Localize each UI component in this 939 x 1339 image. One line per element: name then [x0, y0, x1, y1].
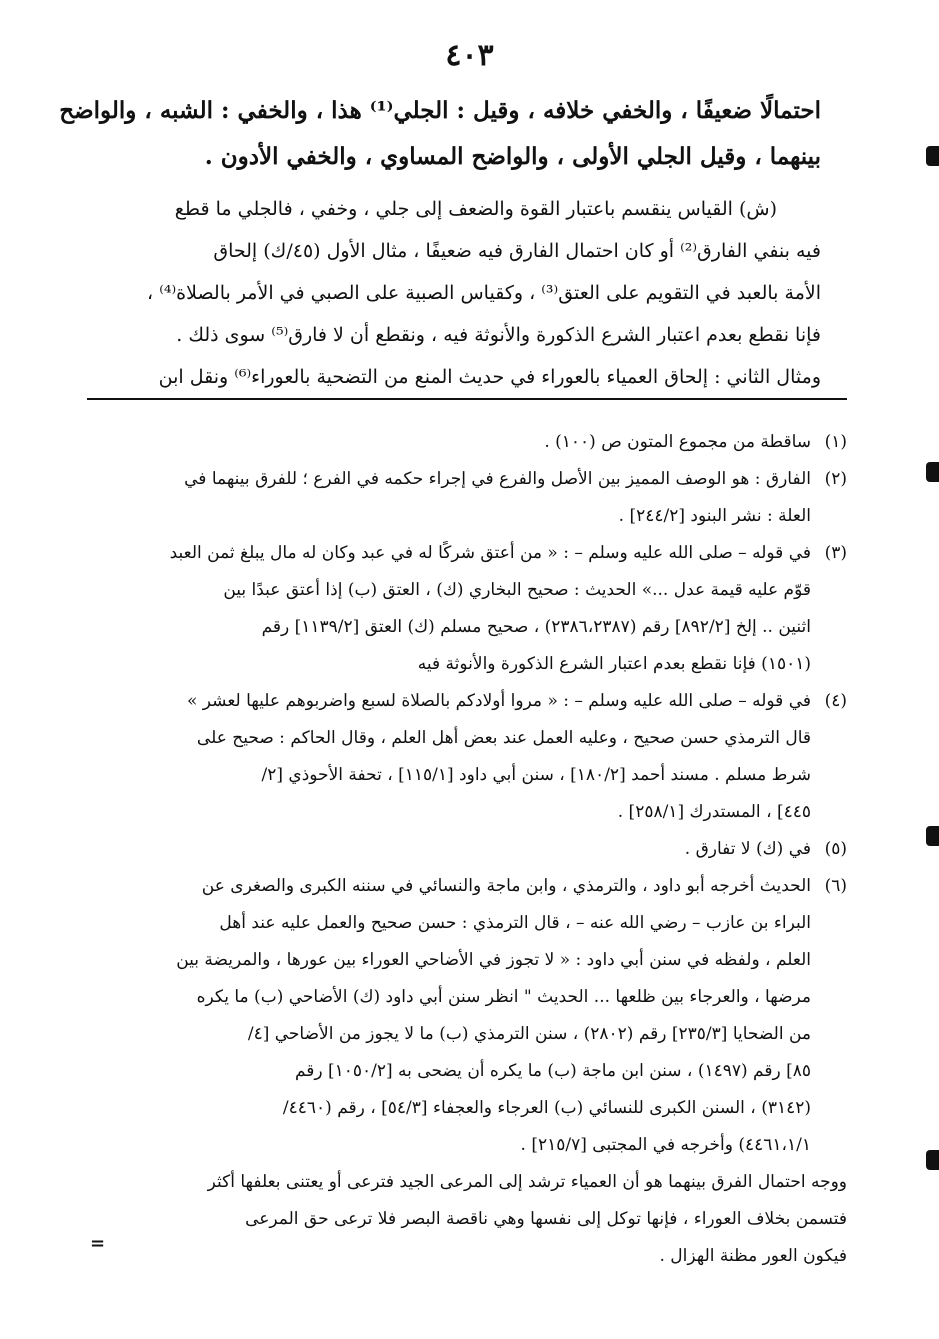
- footnote-5: [85, 831, 847, 868]
- footnote-line: البراء بن عازب – رضي الله عنه – ، قال الترمذي : حسن صحيح والعمل عليه عند أهل: [219, 913, 811, 933]
- commentary-line: فيه بنفي الفارق⁽²⁾ أو كان احتمال الفارق فيه ضعيفًا ، مثال الأول (٤٥/ك) إلحاق: [213, 240, 821, 262]
- commentary-text: [93, 188, 821, 398]
- footnote-divider: [87, 398, 847, 400]
- footnote-number: (٢): [824, 469, 847, 489]
- footnote-line: مرضها ، والعرجاء بين ظلعها ... الحديث " انظر سنن أبي داود (ك) الأضاحي (ب) ما يكره: [196, 987, 811, 1007]
- continuation-mark: =: [90, 1233, 106, 1254]
- binding-mark: [926, 146, 939, 166]
- footnote-line: ٨٥] رقم (١٤٩٧) ، سنن ابن ماجة (ب) ما يكره أن يضحى به [١٠٥٠/٢] رقم: [294, 1061, 811, 1081]
- page-number: ٤٠٣: [445, 38, 494, 73]
- commentary-line: الأمة بالعبد في التقويم على العتق⁽³⁾ ، وكقياس الصبية على الصبي في الأمر بالصلاة⁽⁴⁾ ،: [147, 282, 821, 304]
- continuation-line: فتسمن بخلاف العوراء ، فإنها توكل إلى نفسها وهي ناقصة البصر فلا ترعى حق المرعى: [245, 1209, 847, 1229]
- binding-mark: [926, 1150, 939, 1170]
- footnote-number: (٥): [824, 839, 847, 859]
- footnote-line: اثنين .. إلخ [٨٩٢/٢] رقم (٢٣٨٦،٢٣٨٧) ، صحيح مسلم (ك) العتق [١١٣٩/٢] رقم: [261, 617, 811, 637]
- footnote-continuation: [85, 1164, 847, 1275]
- footnote-line: (١٥٠١) فإنا نقطع بعدم اعتبار الشرع الذكورة والأنوثة فيه: [417, 654, 811, 674]
- footnote-2: [85, 461, 847, 535]
- commentary-line: (ش) القياس ينقسم باعتبار القوة والضعف إلى جلي ، وخفي ، فالجلي ما قطع: [174, 198, 777, 220]
- footnote-line: في (ك) لا تفارق .: [684, 839, 811, 859]
- footnote-number: (٤): [824, 691, 847, 711]
- footnote-line: في قوله – صلى الله عليه وسلم – : « من أعتق شركًا له في عبد وكان له مال يبلغ ثمن العبد: [169, 543, 811, 563]
- footnote-number: (٦): [824, 876, 847, 896]
- footnote-line: العلم ، ولفظه في سنن أبي داود : « لا تجوز في الأضاحي العوراء بين عورها ، والمريضة بين: [176, 950, 811, 970]
- binding-mark: [926, 826, 939, 846]
- footnote-line: العلة : نشر البنود [٢٤٤/٢] .: [618, 506, 811, 526]
- footnote-number: (٣): [824, 543, 847, 563]
- binding-mark: [926, 462, 939, 482]
- footnote-1: [85, 424, 847, 461]
- footnote-line: الحديث أخرجه أبو داود ، والترمذي ، وابن ماجة والنسائي في سننه الكبرى والصغرى عن: [201, 876, 811, 896]
- footnote-4: [85, 683, 847, 831]
- footnote-line: الفارق : هو الوصف المميز بين الأصل والفرع في إجراء حكمه في الفرع ؛ للفرق بينهما في: [184, 469, 811, 489]
- continuation-line: فيكون العور مظنة الهزال .: [659, 1246, 847, 1266]
- footnote-line: ساقطة من مجموع المتون ص (١٠٠) .: [544, 432, 811, 452]
- footnote-line: في قوله – صلى الله عليه وسلم – : « مروا أولادكم بالصلاة لسبع واضربوهم عليها لعشر »: [187, 691, 811, 711]
- footnote-line: ٤٤٦١،١/١) وأخرجه في المجتبى [٢١٥/٧] .: [520, 1135, 811, 1155]
- commentary-line: فإنا نقطع بعدم اعتبار الشرع الذكورة والأنوثة فيه ، ونقطع أن لا فارق⁽⁵⁾ سوى ذلك .: [176, 324, 821, 346]
- footnote-3: [85, 535, 847, 683]
- footnotes-section: [85, 424, 847, 1275]
- footnote-line: قوّم عليه قيمة عدل ...» الحديث : صحيح البخاري (ك) ، العتق (ب) إذا أعتق عبدًا بين: [223, 580, 811, 600]
- footnote-line: شرط مسلم . مسند أحمد [١٨٠/٢] ، سنن أبي داود [١١٥/١] ، تحفة الأحوذي [٢/: [261, 765, 811, 785]
- footnote-line: من الضحايا [٢٣٥/٣] رقم (٢٨٠٢) ، سنن الترمذي (ب) ما لا يجوز من الأضاحي [٤/: [247, 1024, 811, 1044]
- footnote-line: قال الترمذي حسن صحيح ، وعليه العمل عند بعض أهل العلم ، وقال الحاكم : صحيح على: [196, 728, 811, 748]
- continuation-line: ووجه احتمال الفرق بينهما هو أن العمياء ترشد إلى المرعى الجيد فترعى أو يعتنى بعلفها أكثر: [207, 1172, 847, 1192]
- matn-line: بينهما ، وقيل الجلي الأولى ، والواضح المساوي ، والخفي الأدون .: [204, 143, 821, 170]
- footnote-line: (٣١٤٢) ، السنن الكبرى للنسائي (ب) العرجاء والعجفاء [٥٤/٣] ، رقم (٤٤٦٠/: [282, 1098, 811, 1118]
- commentary-line: ومثال الثاني : إلحاق العمياء بالعوراء في حديث المنع من التضحية بالعوراء⁽⁶⁾ ونقل ابن: [158, 366, 821, 388]
- matn-line: احتمالًا ضعيفًا ، والخفي خلافه ، وقيل : الجلي⁽¹⁾ هذا ، والخفي : الشبه ، والواضح: [59, 97, 821, 124]
- footnote-line: ٤٤٥] ، المستدرك [٢٥٨/١] .: [617, 802, 811, 822]
- footnote-number: (١): [824, 432, 847, 452]
- footnote-6: [85, 868, 847, 1164]
- matn-text: [59, 88, 821, 180]
